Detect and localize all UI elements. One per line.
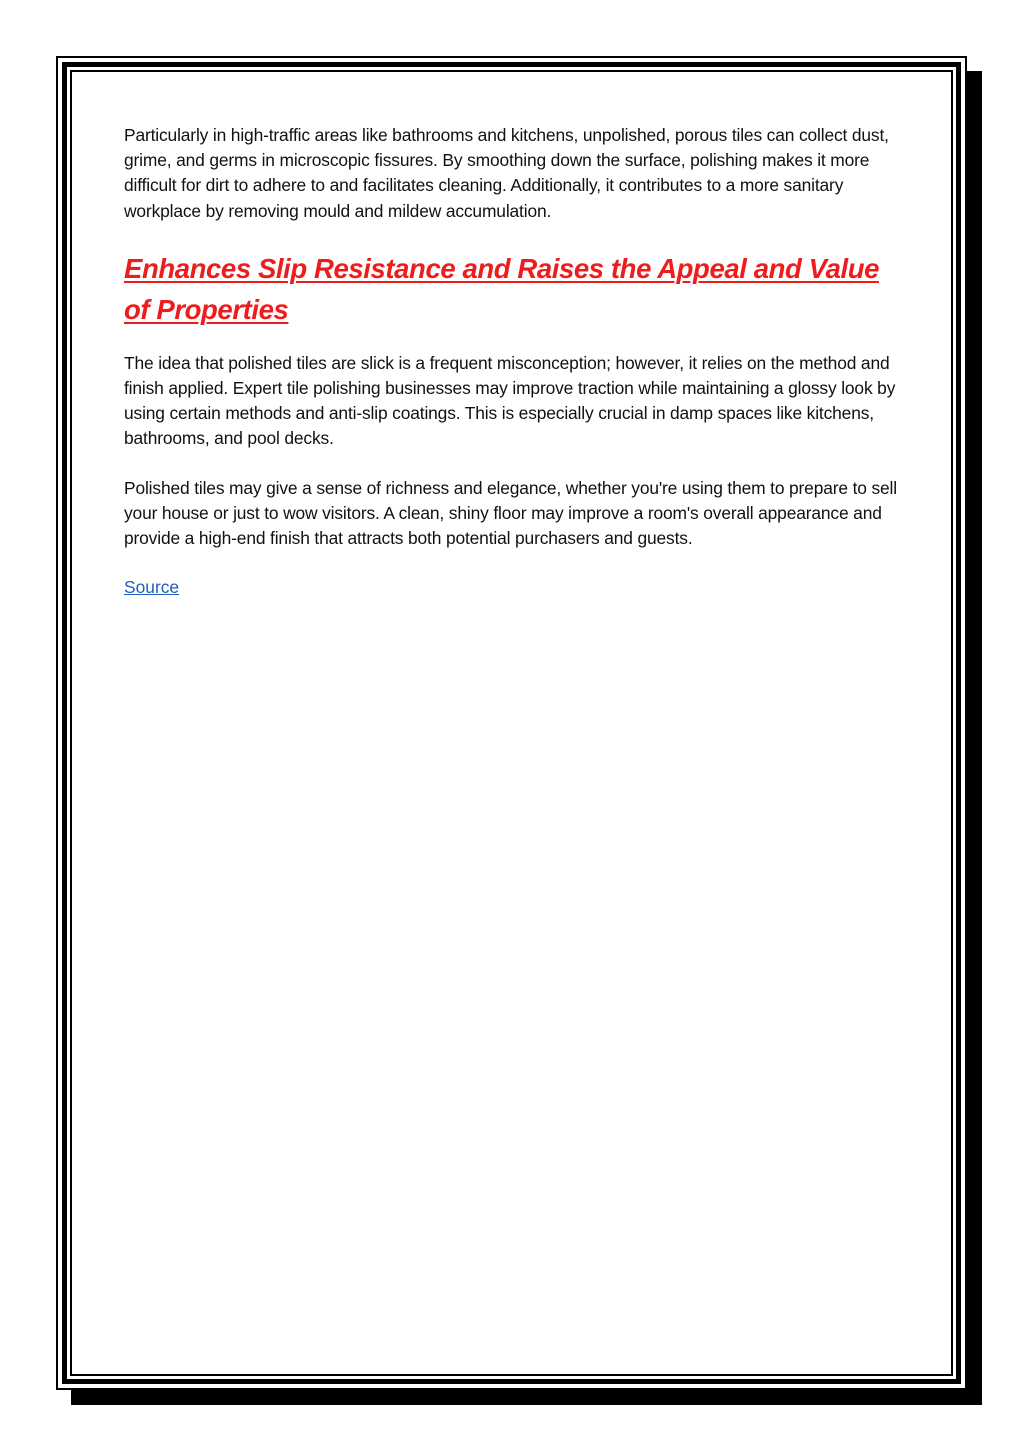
document-body (124, 123, 909, 600)
section-heading: Enhances Slip Resistance and Raises the Appeal and Value of Properties (124, 252, 879, 325)
paragraph-slip-resistance: The idea that polished tiles are slick is a frequent misconception; however, it relies on the method and finish applied. Expert tile polishing businesses may improve traction while maintaining a glossy look by using certain methods and anti-slip coatings. This is especially crucial in damp spaces like kitchens, bathrooms, and pool decks. (124, 352, 896, 449)
paragraph-appeal-value: Polished tiles may give a sense of richness and elegance, whether you're using them to prepare to sell your house or just to wow visitors. A clean, shiny floor may improve a room's overall appearance and provide a high-end finish that attracts both potential purchasers and guests. (124, 477, 897, 549)
paragraph-hygiene: Particularly in high-traffic areas like bathrooms and kitchens, unpolished, porous tiles can collect dust, grime, and germs in microscopic fissures. By smoothing down the surface, polishing makes it more difficult for dirt to adhere to and facilitates cleaning. Additionally, it contributes to a more sanitary workplace by removing mould and mildew accumulation. (124, 125, 889, 221)
source-link[interactable]: Source (124, 577, 180, 598)
